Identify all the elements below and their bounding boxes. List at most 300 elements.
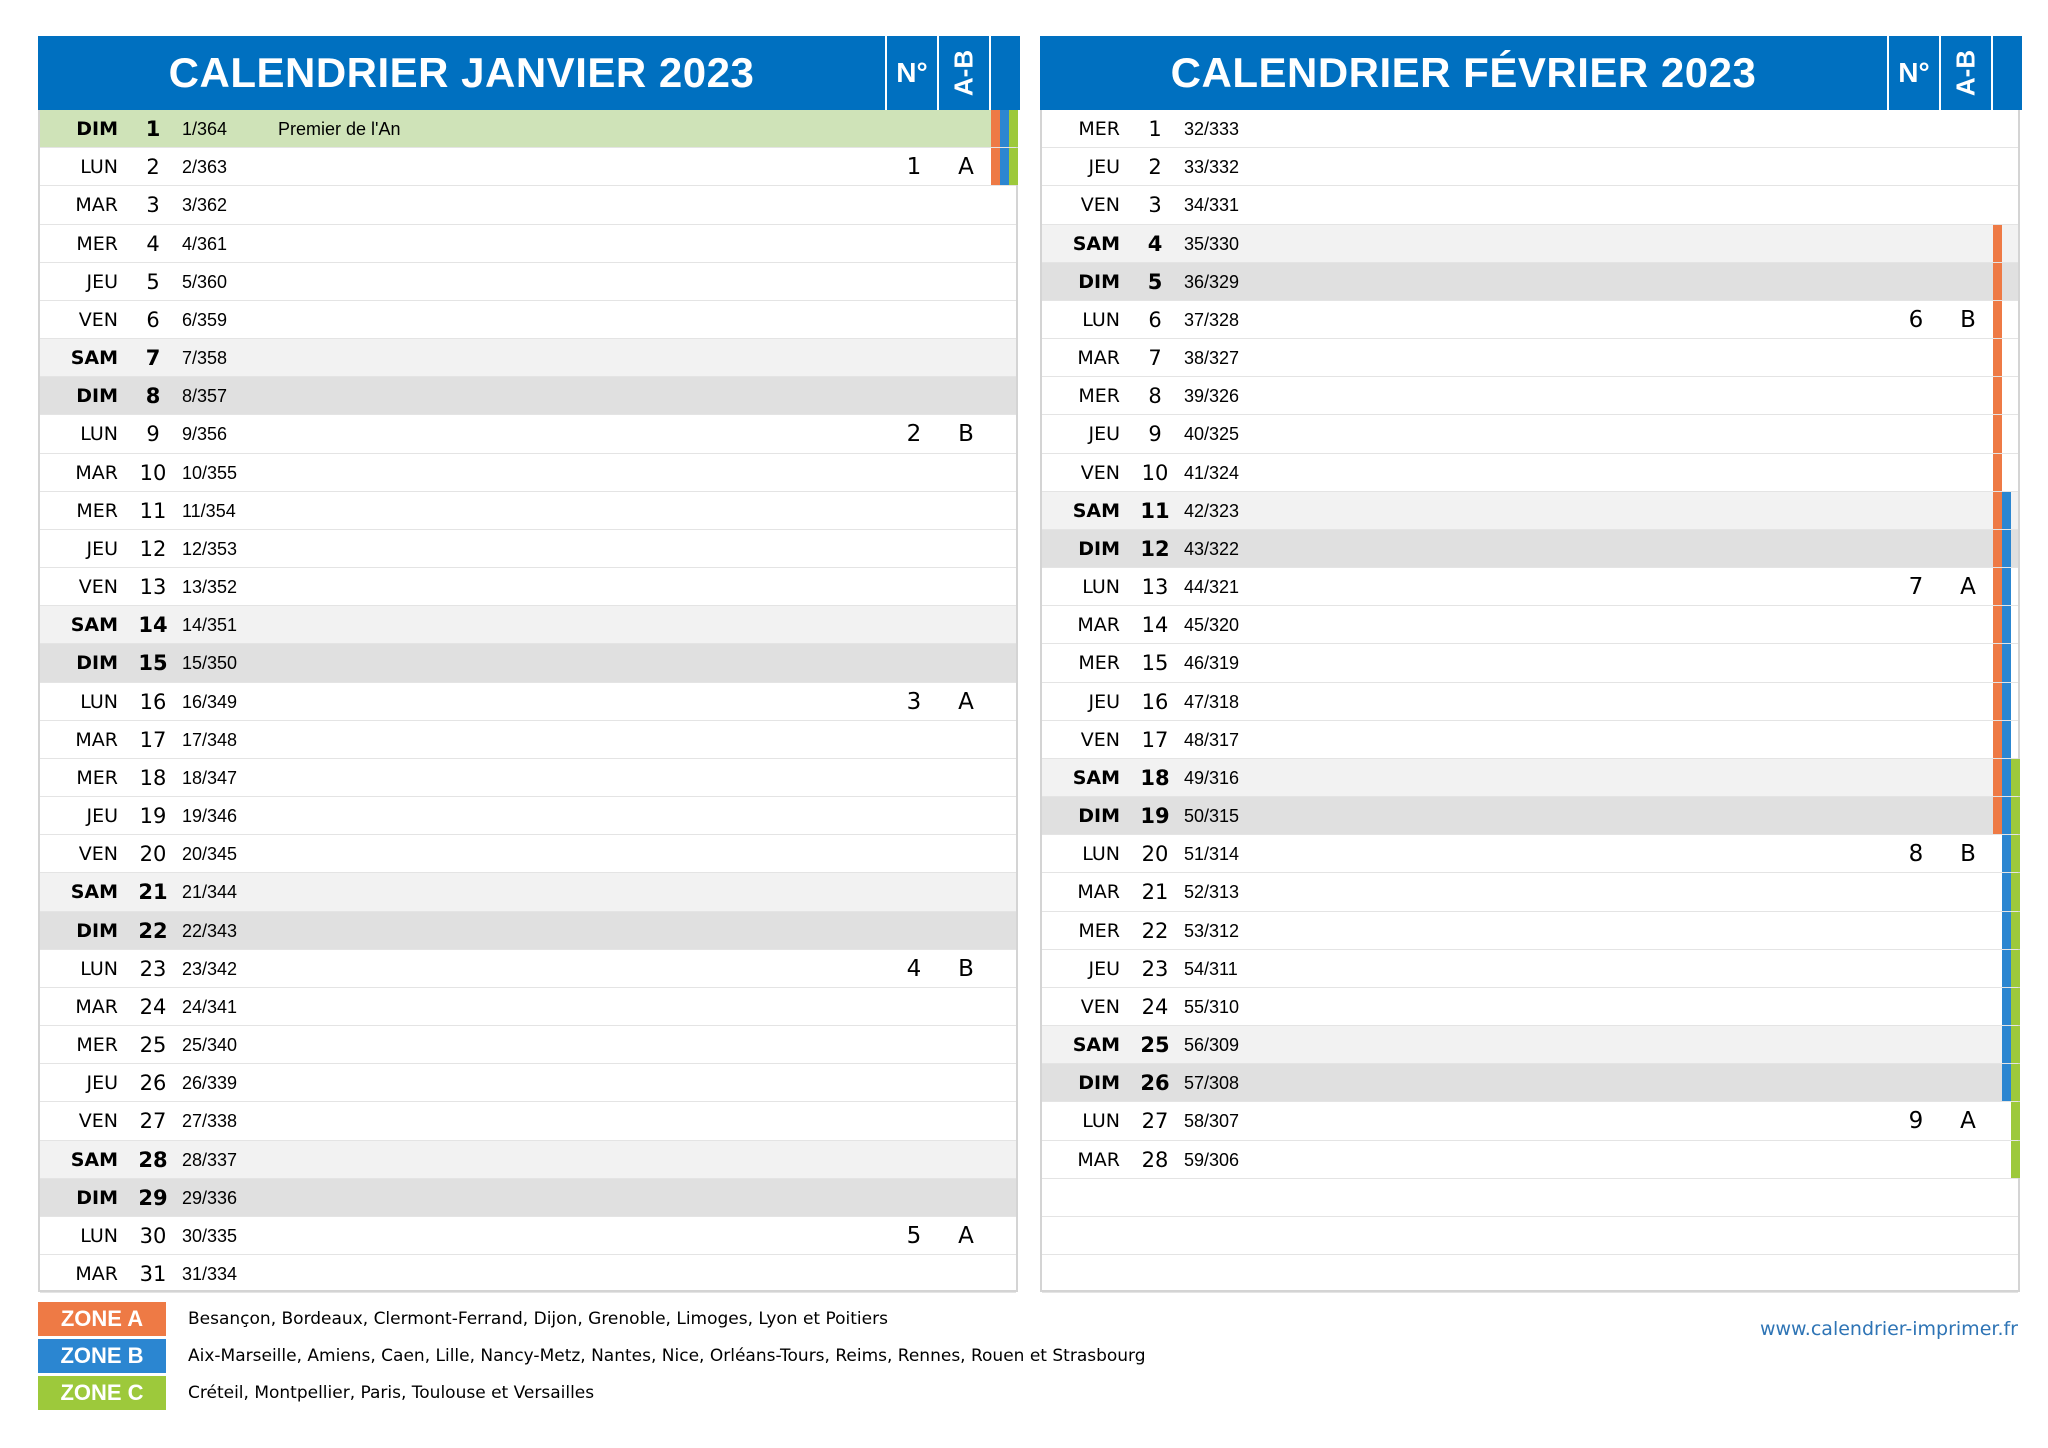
day-name: VEN (1080, 728, 1120, 751)
calendar-february (1040, 36, 2020, 1292)
zone-b-holiday-bar (2002, 950, 2011, 987)
year-day: 22/343 (182, 920, 238, 941)
year-day: 11/354 (182, 500, 236, 521)
day-number: 26 (139, 1071, 167, 1096)
day-name: LUN (1082, 843, 1120, 866)
day-number: 24 (139, 994, 167, 1019)
event-label: Premier de l'An (278, 119, 401, 139)
week-number (1891, 1255, 1941, 1292)
day-name: SAM (1072, 766, 1120, 789)
day-number: 29 (138, 1185, 168, 1210)
day-name: LUN (1082, 1110, 1120, 1133)
year-day: 7/358 (182, 348, 228, 369)
week-number (889, 186, 939, 223)
week-number (1891, 912, 1941, 949)
zone-a-badge: ZONE A (38, 1302, 166, 1336)
zone-a-holiday-bar (1993, 225, 2002, 262)
day-name: VEN (78, 308, 118, 331)
week-number (1891, 377, 1941, 414)
week-ab (941, 644, 991, 681)
week-number (889, 759, 939, 796)
week-ab (1943, 110, 1993, 147)
week-ab: B (958, 955, 974, 982)
day-number: 10 (139, 460, 167, 485)
day-name: MAR (75, 1263, 118, 1286)
year-day: 44/321 (1184, 577, 1240, 598)
week-ab: A (1960, 1108, 1976, 1135)
day-number: 5 (1147, 269, 1163, 294)
week-ab (1943, 797, 1993, 834)
week-number (889, 530, 939, 567)
year-day: 38/327 (1184, 348, 1240, 369)
week-ab (1943, 950, 1993, 987)
day-row (1042, 797, 2018, 835)
day-number: 3 (1148, 193, 1162, 218)
zone-c-cities: Créteil, Montpellier, Paris, Toulouse et Versailles (188, 1383, 595, 1403)
day-number: 2 (1148, 155, 1162, 180)
day-number: 19 (1140, 804, 1170, 829)
day-row (1042, 415, 2018, 453)
day-row (40, 797, 1016, 835)
zone-a-holiday-bar (1993, 530, 2002, 567)
zone-b-cities: Aix-Marseille, Amiens, Caen, Lille, Nancy-Metz, Nantes, Nice, Orléans-Tours, Reims, Rennes, Rouen et Strasbourg (188, 1346, 1146, 1366)
day-name: SAM (70, 1148, 118, 1171)
week-ab (941, 759, 991, 796)
zone-c-holiday-bar (2011, 1141, 2020, 1178)
zone-a-holiday-bar (1993, 301, 2002, 338)
day-name: DIM (1078, 270, 1120, 293)
day-row (40, 835, 1016, 873)
day-name: LUN (1082, 308, 1120, 331)
day-row (1042, 1217, 2018, 1255)
day-row (40, 606, 1016, 644)
zone-c-holiday-bar (2011, 912, 2020, 949)
day-number: 21 (1141, 880, 1169, 905)
day-row (1042, 950, 2018, 988)
week-number (1891, 1217, 1941, 1254)
year-day: 24/341 (182, 996, 238, 1017)
zone-b-holiday-bar (1000, 148, 1009, 185)
week-number: 9 (1908, 1108, 1924, 1135)
day-number: 18 (139, 765, 167, 790)
zone-c-holiday-bar (2011, 835, 2020, 872)
day-name: SAM (70, 614, 118, 637)
year-day: 20/345 (182, 844, 238, 865)
day-number: 17 (139, 727, 167, 752)
week-number (889, 644, 939, 681)
week-ab (941, 873, 991, 910)
year-day: 31/334 (182, 1264, 238, 1285)
year-day: 57/308 (1184, 1073, 1240, 1094)
year-day: 48/317 (1184, 729, 1240, 750)
week-ab (941, 225, 991, 262)
day-row (40, 950, 1016, 988)
day-name: DIM (76, 118, 118, 140)
zone-c-holiday-bar (1009, 110, 1018, 147)
week-ab (941, 835, 991, 872)
legend-zone-b (38, 1339, 1438, 1375)
day-row (1042, 301, 2018, 339)
day-rows (1042, 110, 2018, 1293)
day-number: 14 (138, 613, 168, 638)
day-number: 27 (139, 1109, 167, 1134)
year-day: 59/306 (1184, 1149, 1240, 1170)
week-ab (1943, 339, 1993, 376)
week-number (889, 912, 939, 949)
day-name: MAR (1077, 614, 1120, 637)
year-day: 3/362 (182, 195, 228, 216)
calendar-title: CALENDRIER FÉVRIER 2023 (1170, 49, 1757, 96)
day-name: MER (1078, 652, 1120, 675)
calendar-header (1040, 36, 2022, 110)
zone-b-holiday-bar (2002, 797, 2011, 834)
year-day: 37/328 (1184, 309, 1240, 330)
zone-c-holiday-bar (2011, 988, 2020, 1025)
week-ab (941, 1026, 991, 1063)
day-name: JEU (1088, 690, 1120, 713)
day-row (1042, 568, 2018, 606)
week-ab (1943, 186, 1993, 223)
zone-a-cities: Besançon, Bordeaux, Clermont-Ferrand, Dijon, Grenoble, Limoges, Lyon et Poitiers (188, 1309, 888, 1329)
day-name: LUN (80, 423, 118, 446)
year-day: 47/318 (1184, 691, 1240, 712)
day-row (1042, 835, 2018, 873)
day-row (1042, 988, 2018, 1026)
week-number (1891, 339, 1941, 376)
day-name: VEN (78, 843, 118, 866)
day-number: 12 (139, 536, 167, 561)
week-number (1891, 186, 1941, 223)
day-name: DIM (1078, 1072, 1120, 1095)
week-number (1891, 1064, 1941, 1101)
year-day: 50/315 (1184, 806, 1240, 827)
year-day: 1/364 (182, 119, 228, 139)
zone-a-holiday-bar (1993, 797, 2002, 834)
week-number (889, 225, 939, 262)
week-number (1891, 1026, 1941, 1063)
week-ab (1943, 873, 1993, 910)
week-number (889, 568, 939, 605)
day-number: 13 (1141, 575, 1169, 600)
day-name: JEU (1088, 156, 1120, 179)
week-number (1891, 492, 1941, 529)
day-name: JEU (86, 805, 118, 828)
week-number (889, 110, 939, 147)
zone-c-holiday-bar (2011, 759, 2020, 796)
zone-b-holiday-bar (2002, 683, 2011, 720)
week-number: 6 (1908, 306, 1924, 333)
zone-c-holiday-bar (2011, 1026, 2020, 1063)
year-day: 6/359 (182, 309, 228, 330)
week-number (889, 606, 939, 643)
day-name: JEU (1088, 423, 1120, 446)
day-name: VEN (1080, 995, 1120, 1018)
year-day: 55/310 (1184, 996, 1240, 1017)
day-number: 4 (146, 231, 160, 256)
year-day: 18/347 (182, 767, 238, 788)
day-number: 30 (139, 1223, 167, 1248)
year-day: 19/346 (182, 806, 238, 827)
year-day (1184, 1255, 1284, 1292)
day-number: 3 (146, 193, 160, 218)
day-row (1042, 492, 2018, 530)
week-number (889, 492, 939, 529)
calendar-january (38, 36, 1018, 1292)
day-name: SAM (1072, 499, 1120, 522)
day-rows (40, 110, 1016, 1293)
week-number (1891, 1141, 1941, 1178)
year-day: 23/342 (182, 958, 238, 979)
day-number: 23 (139, 956, 167, 981)
day-name: MER (76, 766, 118, 789)
day-name: MAR (75, 461, 118, 484)
week-ab: B (958, 421, 974, 448)
week-ab: A (958, 1222, 974, 1249)
legend-zone-c (38, 1376, 1438, 1412)
week-ab (941, 454, 991, 491)
year-day: 35/330 (1184, 233, 1240, 254)
day-name: DIM (76, 1186, 118, 1209)
week-number (1891, 530, 1941, 567)
day-number: 21 (138, 880, 168, 905)
week-number (1891, 110, 1941, 147)
day-name: SAM (70, 881, 118, 904)
day-name: MER (1078, 118, 1120, 140)
day-number: 28 (1141, 1147, 1169, 1172)
day-row (40, 110, 1016, 148)
week-number (1891, 606, 1941, 643)
week-ab (1943, 225, 1993, 262)
day-row (40, 873, 1016, 911)
week-ab (1943, 263, 1993, 300)
week-ab (941, 492, 991, 529)
day-number: 25 (139, 1033, 167, 1058)
week-ab (941, 988, 991, 1025)
week-number (1891, 225, 1941, 262)
week-number-header: N° (1898, 57, 1930, 88)
year-day: 52/313 (1184, 882, 1240, 903)
week-number (889, 1064, 939, 1101)
day-number: 12 (1140, 536, 1170, 561)
zone-a-holiday-bar (1993, 721, 2002, 758)
year-day: 54/311 (1184, 958, 1238, 979)
day-number: 4 (1147, 231, 1163, 256)
day-row (40, 263, 1016, 301)
year-day: 16/349 (182, 691, 238, 712)
day-name: MER (1078, 385, 1120, 408)
day-number: 28 (138, 1147, 168, 1172)
day-row (1042, 759, 2018, 797)
day-row (1042, 1026, 2018, 1064)
day-number: 7 (145, 346, 161, 371)
day-name: DIM (76, 385, 118, 408)
day-row (1042, 912, 2018, 950)
day-number: 9 (1148, 422, 1162, 447)
year-day (1184, 1217, 1284, 1254)
year-day: 43/322 (1184, 538, 1240, 559)
week-number (889, 835, 939, 872)
day-number: 14 (1141, 613, 1169, 638)
day-row (1042, 683, 2018, 721)
week-number: 4 (906, 955, 922, 982)
day-row (1042, 1102, 2018, 1140)
zone-a-holiday-bar (1993, 683, 2002, 720)
day-number: 8 (145, 384, 161, 409)
zone-c-holiday-bar (2011, 873, 2020, 910)
year-day: 46/319 (1184, 653, 1240, 674)
year-day: 53/312 (1184, 920, 1240, 941)
day-name: SAM (1072, 232, 1120, 255)
day-name: DIM (1078, 805, 1120, 828)
week-number (1891, 759, 1941, 796)
week-ab (941, 263, 991, 300)
day-number: 10 (1141, 460, 1169, 485)
day-row (1042, 1141, 2018, 1179)
website-link[interactable]: www.calendrier-imprimer.fr (1759, 1318, 2018, 1340)
year-day: 29/336 (182, 1187, 238, 1208)
week-ab (941, 301, 991, 338)
day-row (1042, 1064, 2018, 1102)
day-number: 16 (1141, 689, 1169, 714)
week-ab: A (1960, 574, 1976, 601)
zone-b-holiday-bar (2002, 644, 2011, 681)
zone-c-holiday-bar (2011, 950, 2020, 987)
week-ab (941, 912, 991, 949)
week-ab (1943, 606, 1993, 643)
week-number (1891, 148, 1941, 185)
week-number (889, 301, 939, 338)
zone-b-holiday-bar (2002, 568, 2011, 605)
legend-zone-a (38, 1302, 1438, 1338)
week-ab (1943, 721, 1993, 758)
day-number: 23 (1141, 956, 1169, 981)
zone-a-holiday-bar (991, 110, 1000, 147)
day-number: 25 (1140, 1033, 1170, 1058)
week-ab (941, 606, 991, 643)
day-row (1042, 606, 2018, 644)
day-row (1042, 1179, 2018, 1217)
day-row (40, 415, 1016, 453)
week-ab (941, 568, 991, 605)
day-number: 15 (1141, 651, 1169, 676)
day-name (1042, 1255, 1120, 1292)
day-row (40, 148, 1016, 186)
day-number: 26 (1140, 1071, 1170, 1096)
week-number (889, 1141, 939, 1178)
week-ab (1943, 1217, 1993, 1254)
week-ab (1943, 759, 1993, 796)
zone-a-holiday-bar (1993, 759, 2002, 796)
week-ab (1943, 377, 1993, 414)
day-number: 13 (139, 575, 167, 600)
week-number: 1 (906, 154, 922, 181)
day-number: 18 (1140, 765, 1170, 790)
week-ab (1943, 912, 1993, 949)
year-day: 56/309 (1184, 1035, 1240, 1056)
year-day: 45/320 (1184, 615, 1240, 636)
day-number: 2 (146, 155, 160, 180)
week-number (889, 797, 939, 834)
week-ab (1943, 454, 1993, 491)
year-day: 14/351 (182, 615, 238, 636)
year-day: 34/331 (1184, 195, 1240, 216)
week-ab (941, 797, 991, 834)
zone-b-holiday-bar (2002, 759, 2011, 796)
year-day: 30/335 (182, 1225, 238, 1246)
year-day: 21/344 (182, 882, 238, 903)
week-number (889, 263, 939, 300)
day-row (40, 1026, 1016, 1064)
week-number (889, 339, 939, 376)
week-number (889, 988, 939, 1025)
day-row (40, 759, 1016, 797)
day-name: VEN (78, 576, 118, 599)
week-ab-header: A-B (1950, 49, 1981, 97)
week-ab (1943, 644, 1993, 681)
year-day: 15/350 (182, 653, 238, 674)
day-number: 17 (1141, 727, 1169, 752)
year-day: 27/338 (182, 1111, 238, 1132)
year-day: 5/360 (182, 271, 228, 292)
day-name: VEN (78, 1110, 118, 1133)
week-ab (1943, 1141, 1993, 1178)
day-name: DIM (1078, 537, 1120, 560)
day-row (40, 377, 1016, 415)
week-number: 3 (906, 688, 922, 715)
day-number: 11 (1140, 498, 1170, 523)
day-row (40, 339, 1016, 377)
zone-a-holiday-bar (1993, 415, 2002, 452)
week-ab (941, 1179, 991, 1216)
day-number: 20 (1141, 842, 1169, 867)
zone-b-holiday-bar (2002, 606, 2011, 643)
day-name: VEN (1080, 461, 1120, 484)
zone-b-holiday-bar (2002, 912, 2011, 949)
day-name (1042, 1217, 1120, 1254)
week-number: 8 (1908, 841, 1924, 868)
day-name: JEU (1088, 957, 1120, 980)
zone-c-holiday-bar (2011, 1102, 2020, 1139)
zone-a-holiday-bar (1993, 492, 2002, 529)
day-name: JEU (86, 1072, 118, 1095)
day-name: MER (76, 1034, 118, 1057)
week-ab (1943, 683, 1993, 720)
day-name: LUN (80, 156, 118, 179)
day-name: MAR (1077, 1148, 1120, 1171)
week-ab (941, 721, 991, 758)
day-row (1042, 530, 2018, 568)
day-row (40, 912, 1016, 950)
day-number: 5 (146, 269, 160, 294)
zone-a-holiday-bar (1993, 339, 2002, 376)
week-number: 5 (906, 1222, 922, 1249)
zone-b-badge: ZONE B (38, 1339, 166, 1373)
day-row (1042, 110, 2018, 148)
year-day: 25/340 (182, 1035, 238, 1056)
year-day: 40/325 (1184, 424, 1240, 445)
day-name: LUN (1082, 576, 1120, 599)
week-number (1891, 988, 1941, 1025)
day-name: DIM (76, 919, 118, 942)
day-name: MAR (75, 995, 118, 1018)
week-ab (1943, 988, 1993, 1025)
year-day: 32/333 (1184, 119, 1240, 139)
week-ab (941, 1255, 991, 1292)
zone-b-holiday-bar (2002, 530, 2011, 567)
year-day: 42/323 (1184, 500, 1240, 521)
day-row (40, 301, 1016, 339)
week-ab (1943, 148, 1993, 185)
